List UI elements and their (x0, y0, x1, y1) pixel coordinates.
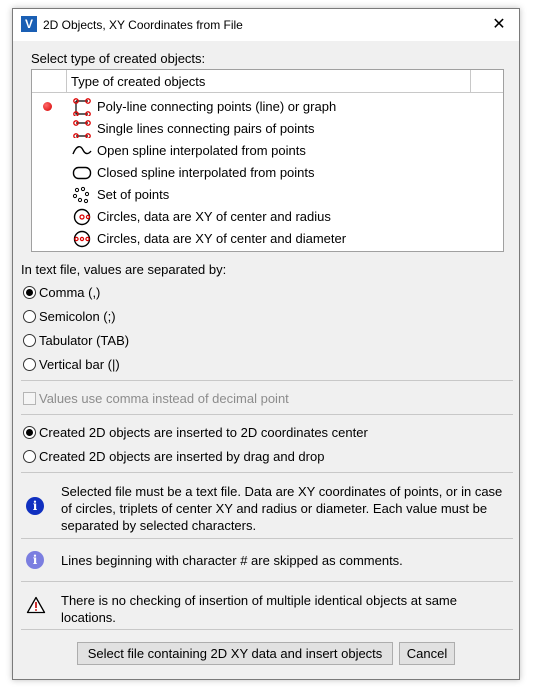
divider (21, 472, 513, 473)
window-title: 2D Objects, XY Coordinates from File (43, 18, 243, 32)
open-spline-icon (72, 142, 92, 160)
list-item-circle-diameter[interactable] (32, 228, 503, 250)
vertical-bar-radio[interactable] (23, 358, 36, 371)
divider (21, 380, 513, 381)
list-item-label: Closed spline interpolated from points (97, 165, 315, 180)
semicolon-label[interactable]: Semicolon (;) (39, 309, 116, 324)
point-set-icon (72, 186, 92, 204)
divider (21, 581, 513, 582)
list-item-closed-spline[interactable] (32, 162, 503, 184)
types-label: Select type of created objects: (31, 51, 206, 66)
insert-drag-radio[interactable] (23, 450, 36, 463)
comma-label[interactable]: Comma (,) (39, 285, 101, 300)
insert-center-label[interactable]: Created 2D objects are inserted to 2D coordinates center (39, 425, 368, 440)
info-icon: i (26, 497, 44, 515)
divider (21, 629, 513, 630)
single-lines-icon (72, 120, 92, 138)
comments-note: Lines beginning with character # are skipped as comments. (61, 553, 403, 568)
header-type-column[interactable] (67, 70, 471, 92)
semicolon-radio[interactable] (23, 310, 36, 323)
comma-radio[interactable] (23, 286, 36, 299)
title-bar (13, 9, 519, 41)
column-header-label: Type of created objects (71, 74, 206, 89)
text-file-note: Selected file must be a text file. Data are XY coordinates of points, or in case of circles, triplets of center XY and radius or diameter. Each value must be separated by selected characters. (61, 484, 503, 533)
comment-info-icon: i (26, 551, 44, 569)
tab-label[interactable]: Tabulator (TAB) (39, 333, 130, 348)
decimal-comma-checkbox[interactable] (23, 392, 36, 405)
list-item-label: Circles, data are XY of center and diameter (97, 231, 347, 246)
divider (21, 538, 513, 539)
list-item-label: Poly-line connecting points (line) or graph (97, 99, 337, 114)
circle-diameter-icon (72, 230, 92, 248)
insert-objects-button[interactable]: Select file containing 2D XY data and insert objects (77, 642, 393, 665)
list-item-label: Set of points (97, 187, 170, 202)
circle-radius-icon (72, 208, 92, 226)
separator-label: In text file, values are separated by: (21, 262, 227, 277)
list-item-single-lines[interactable] (32, 118, 503, 140)
list-item-point-set[interactable] (32, 184, 503, 206)
close-button[interactable]: ✕ (492, 16, 506, 33)
list-item-label: Circles, data are XY of center and radius (97, 209, 331, 224)
dialog-window (12, 8, 520, 680)
list-item-polyline[interactable] (32, 96, 503, 118)
vertical-bar-label[interactable]: Vertical bar (|) (39, 357, 120, 372)
insert-center-radio[interactable] (23, 426, 36, 439)
selected-indicator-icon (43, 102, 52, 111)
polyline-icon (72, 98, 92, 116)
cancel-button[interactable]: Cancel (399, 642, 455, 665)
insert-drag-label[interactable]: Created 2D objects are inserted by drag and drop (39, 449, 325, 464)
object-type-list (31, 69, 504, 252)
decimal-comma-label: Values use comma instead of decimal point (39, 391, 289, 406)
list-item-label: Single lines connecting pairs of points (97, 121, 315, 136)
header-selector-column (32, 70, 67, 92)
list-header (32, 70, 503, 93)
divider (21, 414, 513, 415)
list-item-label: Open spline interpolated from points (97, 143, 306, 158)
list-item-circle-radius[interactable] (32, 206, 503, 228)
duplicate-warning-note: There is no checking of insertion of multiple identical objects at same locations. (61, 593, 457, 625)
list-item-open-spline[interactable] (32, 140, 503, 162)
tab-radio[interactable] (23, 334, 36, 347)
warning-icon (26, 596, 46, 614)
app-logo-icon: V (21, 16, 37, 32)
closed-spline-icon (72, 164, 92, 182)
